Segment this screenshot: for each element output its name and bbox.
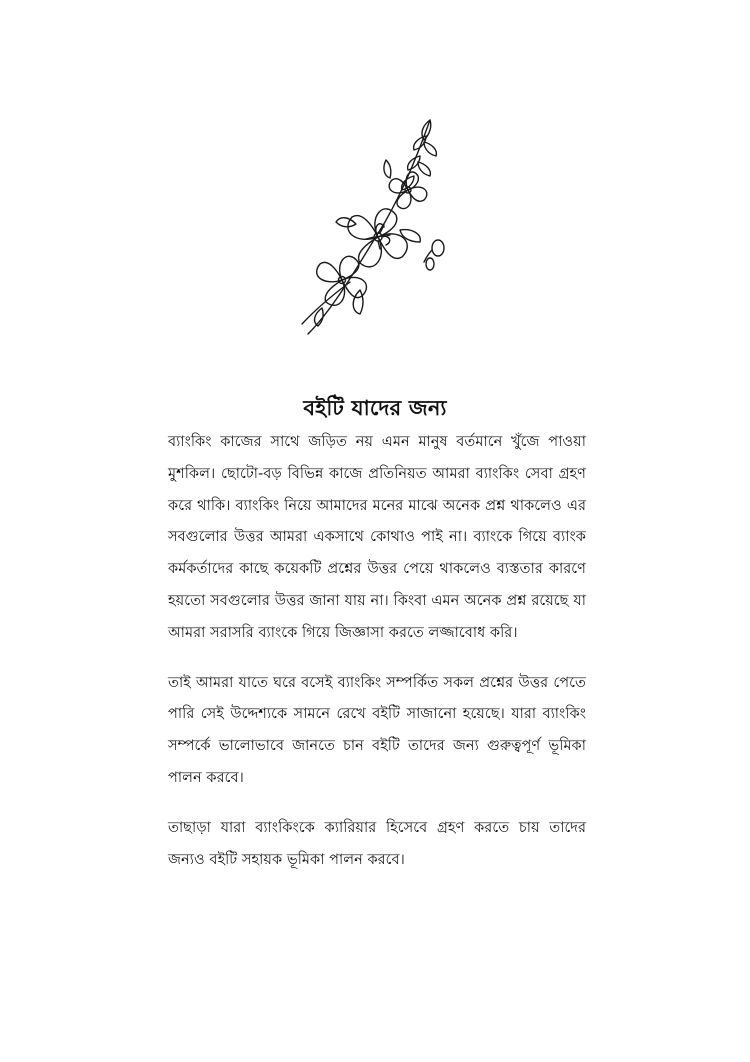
body-text bbox=[168, 426, 586, 875]
floral-branch-icon bbox=[290, 112, 460, 342]
paragraph: তাছাড়া যারা ব্যাংকিংকে ক্যারিয়ার হিসেবে গ্রহণ করতে চায় তাদের জন্যও বইটি সহায়ক ভূমিকা পালন করবে। bbox=[168, 818, 586, 868]
page-title: বইটি যাদের জন্য bbox=[303, 396, 447, 421]
paragraph: ব্যাংকিং কাজের সাথে জড়িত নয় এমন মানুষ বর্তমানে খুঁজে পাওয়া মুশকিল। ছোটো-বড় বিভিন্ন কাজে প্রতিনিয়ত আমরা ব্যাংকিং সেবা গ্রহণ করে থাকি। ব্যাংকিং নিয়ে আমাদের মনের মাঝে অনেক প্রশ্ন থাকলেও এর সবগুলোর উত্তর আমরা একসাথে কোথাও পাই না। ব্যাংকে গিয়ে ব্যাংক কর্মকর্তাদের কাছে কয়েকটি প্রশ্নের উত্তর পেয়ে থাকলেও ব্যস্ততার কারণে হয়তো সবগুলোর উত্তর জানা যায় না। কিংবা এমন অনেক প্রশ্ন রয়েছে যা আমরা সরাসরি ব্যাংকে গিয়ে জিজ্ঞাসা করতে লজ্জাবোধ করি। bbox=[168, 433, 586, 641]
paragraph: তাই আমরা যাতে ঘরে বসেই ব্যাংকিং সম্পর্কিত সকল প্রশ্নের উত্তর পেতে পারি সেই উদ্দেশ্যকে সামনে রেখে বইটি সাজানো হয়েছে। যারা ব্যাংকিং সম্পর্কে ভালোভাবে জানতে চান বইটি তাদের জন্য গুরুত্বপূর্ণ ভূমিকা পালন করবে। bbox=[168, 673, 586, 786]
